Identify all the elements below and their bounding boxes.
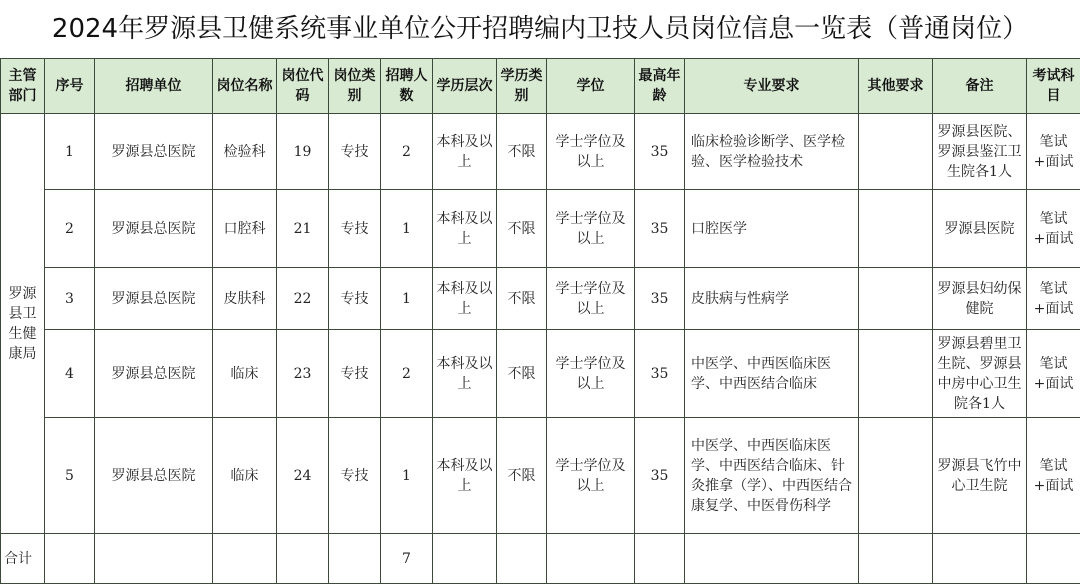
table-row	[1, 418, 1080, 534]
row-exam: 笔试+面试	[1027, 114, 1080, 190]
positions-table	[0, 58, 1080, 584]
row-remark: 罗源县飞竹中心卫生院	[933, 418, 1027, 534]
row-degree: 学士学位及以上	[547, 190, 635, 268]
total-empty	[547, 534, 635, 584]
row-post-type: 专技	[329, 330, 381, 418]
total-empty	[497, 534, 547, 584]
row-post-name: 皮肤科	[213, 268, 277, 330]
row-major: 中医学、中西医临床医学、中西医结合临床	[685, 330, 859, 418]
row-degree: 学士学位及以上	[547, 418, 635, 534]
row-edu-level: 本科及以上	[433, 114, 497, 190]
total-empty	[685, 534, 859, 584]
row-exam: 笔试+面试	[1027, 190, 1080, 268]
row-no: 1	[45, 114, 95, 190]
page-title: 2024年罗源县卫健系统事业单位公开招聘编内卫技人员岗位信息一览表（普通岗位）	[51, 14, 1029, 44]
row-no: 4	[45, 330, 95, 418]
header-unit: 招聘单位	[95, 59, 213, 114]
row-max-age: 35	[635, 114, 685, 190]
row-remark: 罗源县妇幼保健院	[933, 268, 1027, 330]
row-no: 2	[45, 190, 95, 268]
row-no: 5	[45, 418, 95, 534]
total-count: 7	[381, 534, 433, 584]
total-empty	[329, 534, 381, 584]
table-row	[1, 190, 1080, 268]
row-max-age: 35	[635, 418, 685, 534]
row-exam: 笔试+面试	[1027, 268, 1080, 330]
row-count: 1	[381, 268, 433, 330]
row-edu-type: 不限	[497, 268, 547, 330]
row-remark: 罗源县医院、罗源县鉴江卫生院各1人	[933, 114, 1027, 190]
header-other: 其他要求	[859, 59, 933, 114]
header-degree: 学位	[547, 59, 635, 114]
row-major: 皮肤病与性病学	[685, 268, 859, 330]
row-other	[859, 418, 933, 534]
header-major: 专业要求	[685, 59, 859, 114]
row-edu-type: 不限	[497, 114, 547, 190]
header-post-type: 岗位类别	[329, 59, 381, 114]
row-count: 1	[381, 190, 433, 268]
row-count: 2	[381, 114, 433, 190]
row-edu-level: 本科及以上	[433, 418, 497, 534]
row-edu-level: 本科及以上	[433, 268, 497, 330]
header-post-name: 岗位名称	[213, 59, 277, 114]
header-max-age: 最高年龄	[635, 59, 685, 114]
total-row	[1, 534, 1080, 584]
total-empty	[933, 534, 1027, 584]
row-no: 3	[45, 268, 95, 330]
row-post-type: 专技	[329, 268, 381, 330]
table-row	[1, 330, 1080, 418]
row-exam: 笔试+面试	[1027, 330, 1080, 418]
row-edu-level: 本科及以上	[433, 330, 497, 418]
total-empty	[1027, 534, 1080, 584]
header-post-code: 岗位代码	[277, 59, 329, 114]
row-edu-level: 本科及以上	[433, 190, 497, 268]
row-remark: 罗源县碧里卫生院、罗源县中房中心卫生院各1人	[933, 330, 1027, 418]
row-max-age: 35	[635, 330, 685, 418]
row-post-type: 专技	[329, 418, 381, 534]
row-post-code: 24	[277, 418, 329, 534]
header-row	[1, 59, 1080, 114]
header-no: 序号	[45, 59, 95, 114]
header-dept: 主管部门	[1, 59, 45, 114]
row-remark: 罗源县医院	[933, 190, 1027, 268]
total-empty	[277, 534, 329, 584]
total-empty	[95, 534, 213, 584]
row-edu-type: 不限	[497, 190, 547, 268]
total-empty	[213, 534, 277, 584]
table-row	[1, 114, 1080, 190]
header-count: 招聘人数	[381, 59, 433, 114]
total-empty	[45, 534, 95, 584]
row-exam: 笔试+面试	[1027, 418, 1080, 534]
row-other	[859, 190, 933, 268]
row-post-code: 23	[277, 330, 329, 418]
row-other	[859, 114, 933, 190]
total-empty	[859, 534, 933, 584]
table-row	[1, 268, 1080, 330]
total-label: 合计	[1, 534, 45, 584]
row-edu-type: 不限	[497, 418, 547, 534]
row-major: 中医学、中西医临床医学、中西医结合临床、针灸推拿（学）、中西医结合康复学、中医骨伤科学	[685, 418, 859, 534]
row-degree: 学士学位及以上	[547, 114, 635, 190]
row-post-type: 专技	[329, 190, 381, 268]
row-major: 临床检验诊断学、医学检验、医学检验技术	[685, 114, 859, 190]
row-post-name: 检验科	[213, 114, 277, 190]
row-post-type: 专技	[329, 114, 381, 190]
header-exam: 考试科目	[1027, 59, 1080, 114]
header-edu-level: 学历层次	[433, 59, 497, 114]
header-edu-type: 学历类别	[497, 59, 547, 114]
row-other	[859, 268, 933, 330]
row-post-code: 21	[277, 190, 329, 268]
row-post-name: 临床	[213, 418, 277, 534]
row-unit: 罗源县总医院	[95, 330, 213, 418]
row-max-age: 35	[635, 190, 685, 268]
header-remark: 备注	[933, 59, 1027, 114]
row-unit: 罗源县总医院	[95, 114, 213, 190]
row-other	[859, 330, 933, 418]
row-count: 2	[381, 330, 433, 418]
dept-cell: 罗源县卫生健康局	[1, 114, 45, 534]
row-edu-type: 不限	[497, 330, 547, 418]
total-empty	[635, 534, 685, 584]
row-degree: 学士学位及以上	[547, 268, 635, 330]
row-post-code: 19	[277, 114, 329, 190]
row-unit: 罗源县总医院	[95, 418, 213, 534]
row-post-name: 临床	[213, 330, 277, 418]
total-empty	[433, 534, 497, 584]
row-major: 口腔医学	[685, 190, 859, 268]
row-count: 1	[381, 418, 433, 534]
row-post-name: 口腔科	[213, 190, 277, 268]
row-max-age: 35	[635, 268, 685, 330]
row-post-code: 22	[277, 268, 329, 330]
row-unit: 罗源县总医院	[95, 268, 213, 330]
row-unit: 罗源县总医院	[95, 190, 213, 268]
row-degree: 学士学位及以上	[547, 330, 635, 418]
